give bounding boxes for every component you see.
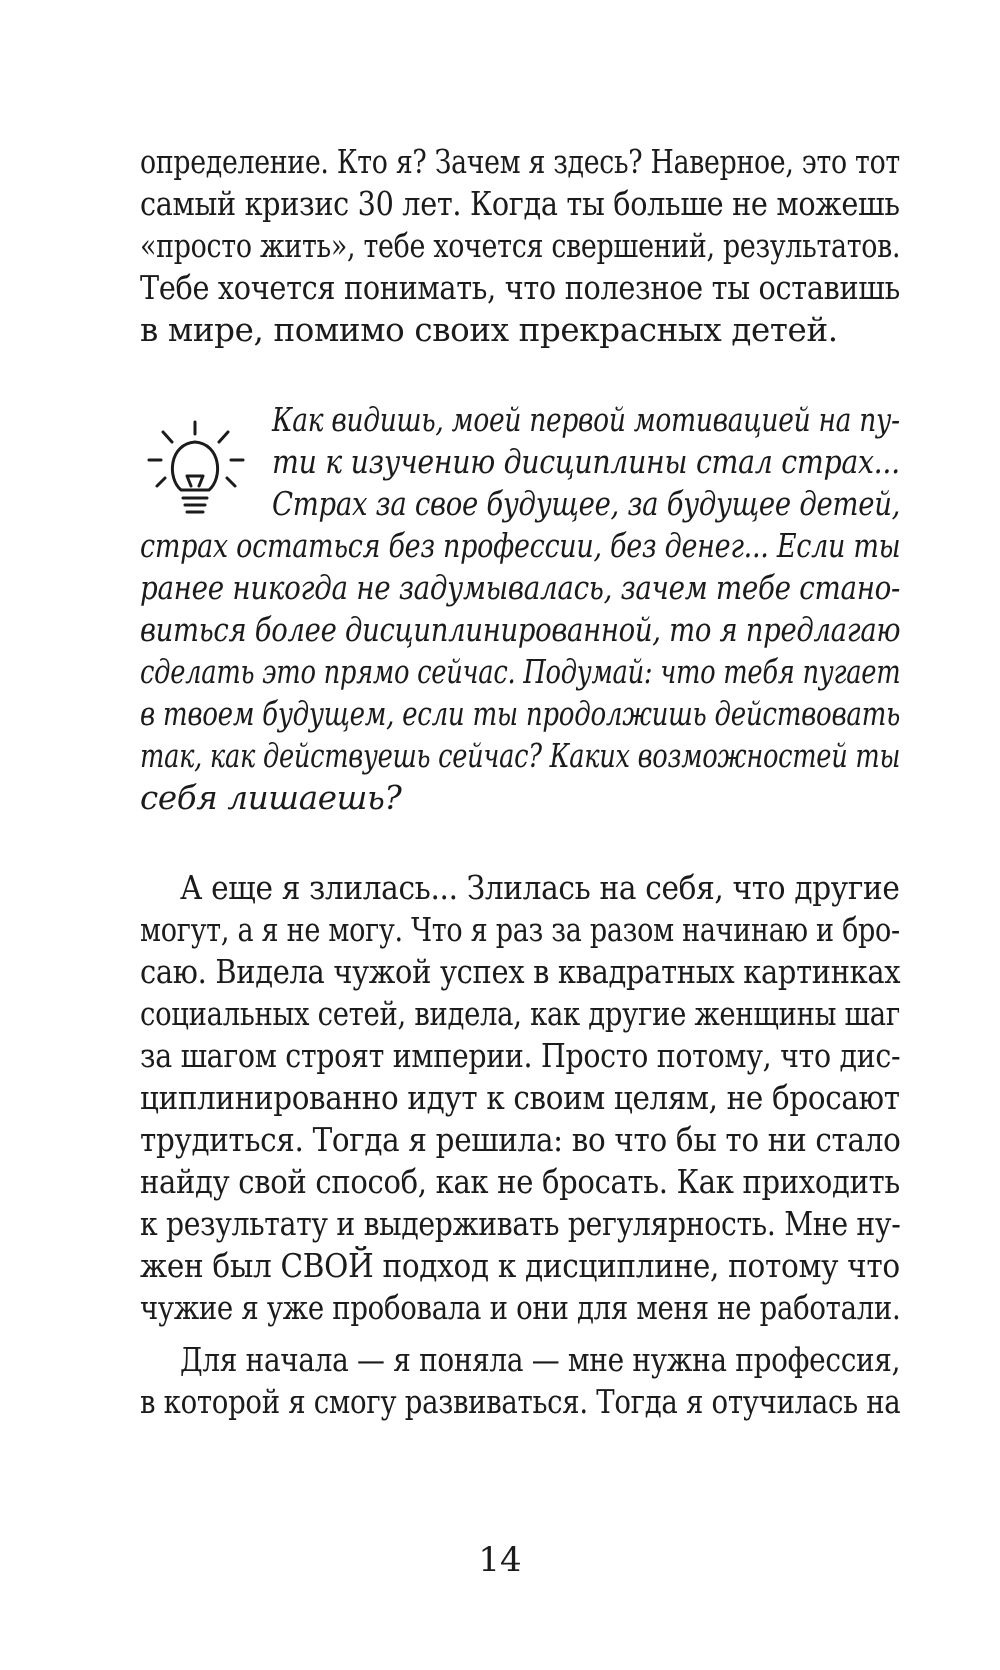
text-line: самый кризис 30 лет. Когда ты больше не можешь — [140, 185, 900, 223]
callout-line: ти к изучению дисциплины стал страх... — [272, 443, 900, 481]
text-line: Тебе хочется понимать, что полезное ты оставишь — [140, 269, 900, 307]
text-line: в мире, помимо своих прекрасных детей. — [140, 311, 838, 349]
text-line: социальных сетей, видела, как другие женщины шаг — [140, 995, 900, 1033]
text-line: жен был СВОЙ подход к дисциплине, потому что — [140, 1247, 900, 1285]
text-line: определение. Кто я? Зачем я здесь? Наверное, это тот — [140, 143, 900, 181]
text-line: циплинированно идут к своим целям, не бросают — [140, 1079, 900, 1117]
text-line: Для начала — я поняла — мне нужна профессия, — [180, 1341, 901, 1379]
callout-line: виться более дисциплинированной, то я предлагаю — [140, 611, 901, 649]
text-line: трудиться. Тогда я решила: во что бы то ни стало — [140, 1121, 901, 1159]
callout-line: Страх за свое будущее, за будущее детей, — [272, 485, 901, 523]
callout-line: Как видишь, моей первой мотивацией на пу- — [272, 401, 900, 439]
text-line: чужие я уже пробовала и они для меня не работали. — [140, 1289, 901, 1327]
callout-line: ранее никогда не задумывалась, зачем тебе стано- — [140, 569, 901, 607]
text-line: А еще я злилась... Злилась на себя, что другие — [180, 869, 900, 907]
callout-line: страх остаться без профессии, без денег... Если ты — [140, 527, 901, 565]
text-line: за шагом строят империи. Просто потому, что дис- — [140, 1037, 901, 1075]
page-number: 14 — [478, 1540, 522, 1580]
text-line: саю. Видела чужой успех в квадратных картинках — [140, 953, 901, 991]
text-line: в которой я смогу развиваться. Тогда я отучилась на — [140, 1383, 901, 1421]
callout-line: сделать это прямо сейчас. Подумай: что тебя пугает — [140, 653, 901, 691]
text-line: «просто жить», тебе хочется свершений, результатов. — [140, 227, 901, 265]
lightbulb-icon — [145, 420, 250, 535]
callout-line: в твоем будущем, если ты продолжишь действовать — [140, 695, 901, 733]
callout-line: так, как действуешь сейчас? Каких возможностей ты — [140, 737, 901, 775]
text-line: могут, а я не могу. Что я раз за разом начинаю и бро- — [140, 911, 900, 949]
text-line: к результату и выдерживать регулярность. Мне ну- — [140, 1205, 901, 1243]
callout-line: себя лишаешь? — [140, 779, 402, 817]
text-line: найду свой способ, как не бросать. Как приходить — [140, 1163, 900, 1201]
